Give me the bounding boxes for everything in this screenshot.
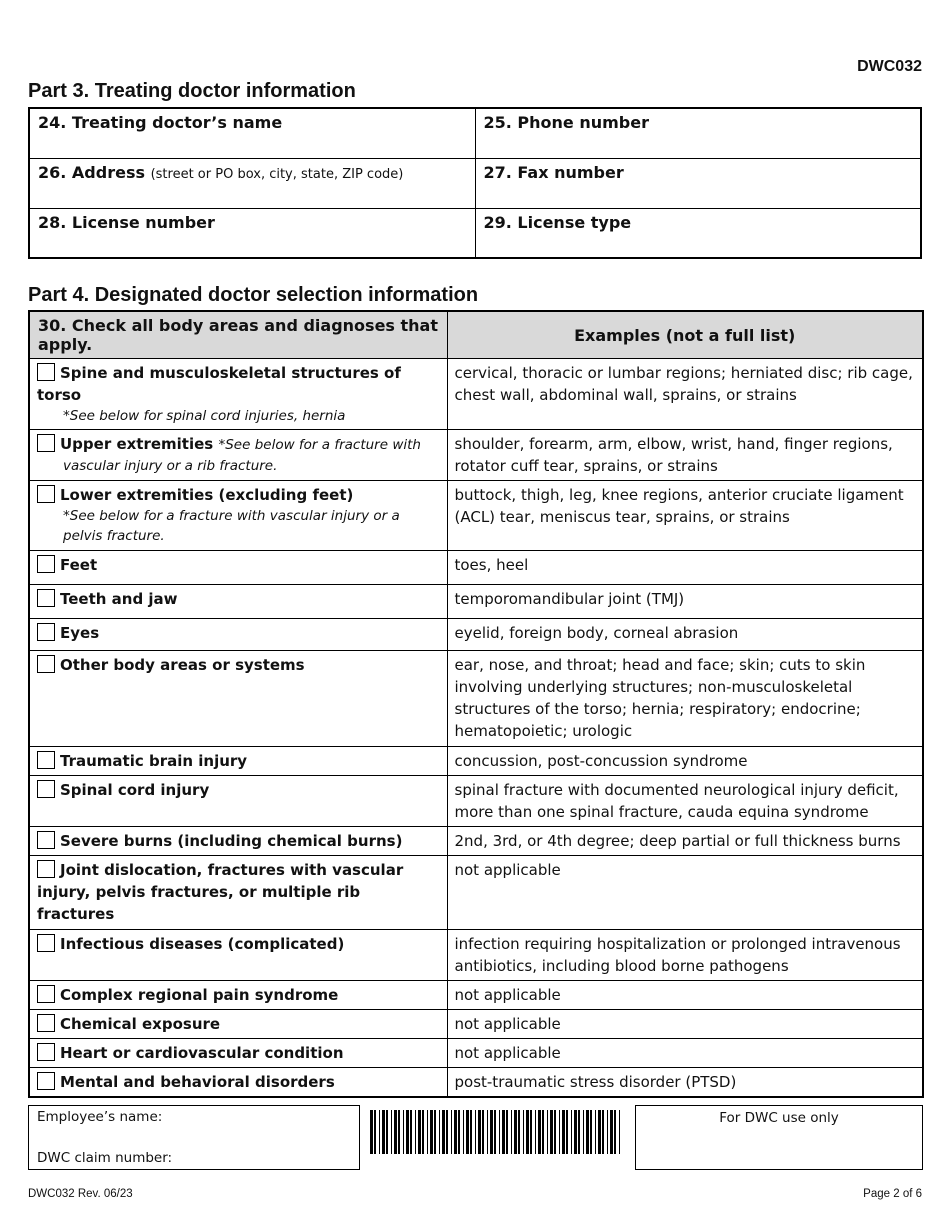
- body-area-label: Spinal cord injury: [60, 781, 210, 799]
- body-area-cell: [29, 481, 447, 551]
- barcode-bar: [595, 1110, 596, 1154]
- barcode-image: [370, 1110, 622, 1154]
- body-area-subnote: vascular injury or a rib fracture.: [63, 458, 278, 474]
- barcode-bar: [398, 1110, 400, 1154]
- body-area-label: Eyes: [60, 624, 100, 642]
- body-area-label: Upper extremities: [60, 435, 214, 453]
- barcode-bar: [374, 1110, 376, 1154]
- field-phone-number[interactable]: 25. Phone number: [475, 108, 921, 158]
- barcode-bar: [554, 1110, 556, 1154]
- barcode-bar: [446, 1110, 448, 1154]
- barcode-bar: [386, 1110, 388, 1154]
- barcode-bar: [439, 1110, 440, 1154]
- barcode-bar: [514, 1110, 517, 1154]
- barcode-bar: [574, 1110, 577, 1154]
- examples-cell: ear, nose, and throat; head and face; skin; cuts to skin involving underlying structures; non-musculoskeletal structures of the torso; hernia; respiratory; endocrine; hematopoietic; urologic: [447, 651, 923, 747]
- barcode-bar: [382, 1110, 385, 1154]
- table-row: [29, 1068, 923, 1098]
- table-row: [29, 619, 923, 651]
- barcode-bar: [518, 1110, 520, 1154]
- body-area-label: Spine and musculoskeletal structures of torso: [37, 364, 401, 404]
- body-area-checkbox[interactable]: [37, 1072, 55, 1090]
- barcode-bar: [499, 1110, 500, 1154]
- examples-cell: spinal fracture with documented neurological injury deficit, more than one spinal fracture, cauda equina syndrome: [447, 776, 923, 827]
- examples-cell: concussion, post-concussion syndrome: [447, 747, 923, 776]
- body-area-checkbox[interactable]: [37, 589, 55, 607]
- barcode-bar: [478, 1110, 481, 1154]
- examples-cell: 2nd, 3rd, or 4th degree; deep partial or full thickness burns: [447, 827, 923, 856]
- body-area-label: Other body areas or systems: [60, 656, 305, 674]
- table-row: [29, 981, 923, 1010]
- body-area-cell: [29, 776, 447, 827]
- body-area-label: Lower extremities (excluding feet): [60, 486, 354, 504]
- barcode-bar: [559, 1110, 560, 1154]
- barcode-bar: [394, 1110, 397, 1154]
- barcode-bar: [463, 1110, 464, 1154]
- address-note: (street or PO box, city, state, ZIP code): [150, 166, 404, 182]
- body-area-checkbox[interactable]: [37, 1014, 55, 1032]
- examples-cell: temporomandibular joint (TMJ): [447, 585, 923, 619]
- barcode-bar: [466, 1110, 469, 1154]
- barcode-bar: [475, 1110, 476, 1154]
- examples-cell: not applicable: [447, 1010, 923, 1039]
- dwc-use-label: For DWC use only: [719, 1110, 839, 1126]
- barcode-bar: [583, 1110, 584, 1154]
- barcode-bar: [523, 1110, 524, 1154]
- body-area-subnote: *See below for spinal cord injuries, hernia: [63, 408, 346, 424]
- body-area-label: Infectious diseases (complicated): [60, 935, 345, 953]
- part3-table: [28, 107, 922, 259]
- body-area-cell: [29, 856, 447, 930]
- barcode-bar: [410, 1110, 412, 1154]
- body-area-checkbox[interactable]: [37, 780, 55, 798]
- revision-label: DWC032 Rev. 06/23: [28, 1188, 133, 1200]
- barcode-bar: [470, 1110, 472, 1154]
- table-row: [29, 747, 923, 776]
- barcode-bar: [403, 1110, 404, 1154]
- barcode-bar: [391, 1110, 392, 1154]
- barcode-bar: [602, 1110, 604, 1154]
- table-row: [29, 930, 923, 981]
- body-area-subnote: *See below for a fracture with vascular injury or a pelvis fracture.: [63, 508, 400, 544]
- body-area-checkbox[interactable]: [37, 831, 55, 849]
- body-area-checkbox[interactable]: [37, 434, 55, 452]
- barcode-bar: [590, 1110, 592, 1154]
- body-area-cell: [29, 1039, 447, 1068]
- body-area-checkbox[interactable]: [37, 860, 55, 878]
- body-area-label: Feet: [60, 556, 98, 574]
- body-area-checkbox[interactable]: [37, 751, 55, 769]
- table-row: [29, 359, 923, 430]
- table-row: [29, 430, 923, 481]
- barcode-bar: [434, 1110, 436, 1154]
- table-row: [29, 856, 923, 930]
- body-area-note: *See below for a fracture with: [218, 437, 421, 453]
- employee-info-box: [28, 1105, 360, 1170]
- column-header-examples: Examples (not a full list): [447, 311, 923, 359]
- barcode-bar: [550, 1110, 553, 1154]
- table-row: [29, 585, 923, 619]
- examples-cell: buttock, thigh, leg, knee regions, anterior cruciate ligament (ACL) tear, meniscus tear, sprains, or strains: [447, 481, 923, 551]
- body-area-checkbox[interactable]: [37, 655, 55, 673]
- body-area-label: Joint dislocation, fractures with vascular injury, pelvis fractures, or multiple rib fractures: [37, 861, 404, 923]
- body-area-cell: [29, 747, 447, 776]
- body-area-checkbox[interactable]: [37, 623, 55, 641]
- barcode-bar: [415, 1110, 416, 1154]
- barcode-bar: [406, 1110, 409, 1154]
- field-address[interactable]: 26. Address (street or PO box, city, state, ZIP code): [29, 158, 475, 208]
- barcode-bar: [511, 1110, 512, 1154]
- form-id: DWC032: [857, 58, 922, 75]
- barcode-bar: [442, 1110, 445, 1154]
- body-area-label: Complex regional pain syndrome: [60, 986, 339, 1004]
- barcode-bar: [547, 1110, 548, 1154]
- barcode-bar: [571, 1110, 572, 1154]
- examples-cell: shoulder, forearm, arm, elbow, wrist, hand, finger regions, rotator cuff tear, sprains, or strains: [447, 430, 923, 481]
- table-row: [29, 551, 923, 585]
- barcode-bar: [458, 1110, 460, 1154]
- table-row: [29, 776, 923, 827]
- table-row: [29, 1039, 923, 1068]
- examples-cell: cervical, thoracic or lumbar regions; herniated disc; rib cage, chest wall, abdominal wall, sprains, or strains: [447, 359, 923, 430]
- examples-cell: not applicable: [447, 1039, 923, 1068]
- examples-cell: eyelid, foreign body, corneal abrasion: [447, 619, 923, 651]
- body-area-cell: [29, 827, 447, 856]
- body-area-checkbox[interactable]: [37, 485, 55, 503]
- body-area-label: Mental and behavioral disorders: [60, 1073, 335, 1091]
- barcode-bar: [379, 1110, 380, 1154]
- barcode-bar: [427, 1110, 428, 1154]
- examples-cell: infection requiring hospitalization or prolonged intravenous antibiotics, including blood borne pathogens: [447, 930, 923, 981]
- body-area-cell: [29, 551, 447, 585]
- body-area-label: Traumatic brain injury: [60, 752, 248, 770]
- barcode-bar: [562, 1110, 565, 1154]
- dwc-use-box: [635, 1105, 923, 1170]
- barcode-bar: [494, 1110, 496, 1154]
- body-area-cell: [29, 619, 447, 651]
- field-treating-doctor-name[interactable]: 24. Treating doctor’s name: [29, 108, 475, 158]
- field-license-type[interactable]: 29. License type: [475, 208, 921, 258]
- examples-cell: toes, heel: [447, 551, 923, 585]
- barcode-bar: [614, 1110, 616, 1154]
- body-area-checkbox[interactable]: [37, 363, 55, 381]
- barcode-bar: [502, 1110, 505, 1154]
- body-area-cell: [29, 359, 447, 430]
- barcode-bar: [487, 1110, 488, 1154]
- part4-table: [28, 310, 924, 1098]
- field-license-number[interactable]: 28. License number: [29, 208, 475, 258]
- barcode-bar: [586, 1110, 589, 1154]
- body-area-label: Severe burns (including chemical burns): [60, 832, 403, 850]
- body-area-cell: [29, 585, 447, 619]
- barcode-bar: [418, 1110, 421, 1154]
- body-area-checkbox[interactable]: [37, 934, 55, 952]
- body-area-cell: [29, 1068, 447, 1098]
- body-area-cell: [29, 430, 447, 481]
- column-header-area: 30. Check all body areas and diagnoses that apply.: [29, 311, 447, 359]
- part3-title: Part 3. Treating doctor information: [28, 80, 356, 102]
- table-row: [29, 481, 923, 551]
- body-area-label: Teeth and jaw: [60, 590, 178, 608]
- table-row: [29, 1010, 923, 1039]
- barcode-bar: [526, 1110, 529, 1154]
- table-row: [29, 827, 923, 856]
- body-area-label: Chemical exposure: [60, 1015, 221, 1033]
- barcode-bar: [454, 1110, 457, 1154]
- claim-number-label: DWC claim number:: [37, 1150, 173, 1166]
- barcode-bar: [610, 1110, 613, 1154]
- body-area-label: Heart or cardiovascular condition: [60, 1044, 344, 1062]
- body-area-checkbox[interactable]: [37, 985, 55, 1003]
- field-fax-number[interactable]: 27. Fax number: [475, 158, 921, 208]
- barcode-bar: [451, 1110, 452, 1154]
- examples-cell: post-traumatic stress disorder (PTSD): [447, 1068, 923, 1098]
- body-area-cell: [29, 930, 447, 981]
- barcode-bar: [482, 1110, 484, 1154]
- barcode-bar: [530, 1110, 532, 1154]
- barcode-bar: [619, 1110, 620, 1154]
- barcode-bar: [538, 1110, 541, 1154]
- part4-title: Part 4. Designated doctor selection information: [28, 284, 479, 306]
- body-area-cell: [29, 981, 447, 1010]
- barcode-bar: [370, 1110, 373, 1154]
- body-area-checkbox[interactable]: [37, 555, 55, 573]
- barcode-bar: [506, 1110, 508, 1154]
- barcode-bar: [578, 1110, 580, 1154]
- body-area-cell: [29, 651, 447, 747]
- barcode-bar: [490, 1110, 493, 1154]
- body-area-cell: [29, 1010, 447, 1039]
- barcode-bar: [566, 1110, 568, 1154]
- barcode-bar: [535, 1110, 536, 1154]
- barcode-bar: [422, 1110, 424, 1154]
- table-row: [29, 651, 923, 747]
- examples-cell: not applicable: [447, 981, 923, 1010]
- barcode-bar: [598, 1110, 601, 1154]
- page-number: Page 2 of 6: [863, 1188, 922, 1200]
- employee-name-label: Employee’s name:: [37, 1109, 163, 1125]
- examples-cell: not applicable: [447, 856, 923, 930]
- barcode-bar: [607, 1110, 608, 1154]
- barcode-bar: [430, 1110, 433, 1154]
- body-area-checkbox[interactable]: [37, 1043, 55, 1061]
- barcode-bar: [542, 1110, 544, 1154]
